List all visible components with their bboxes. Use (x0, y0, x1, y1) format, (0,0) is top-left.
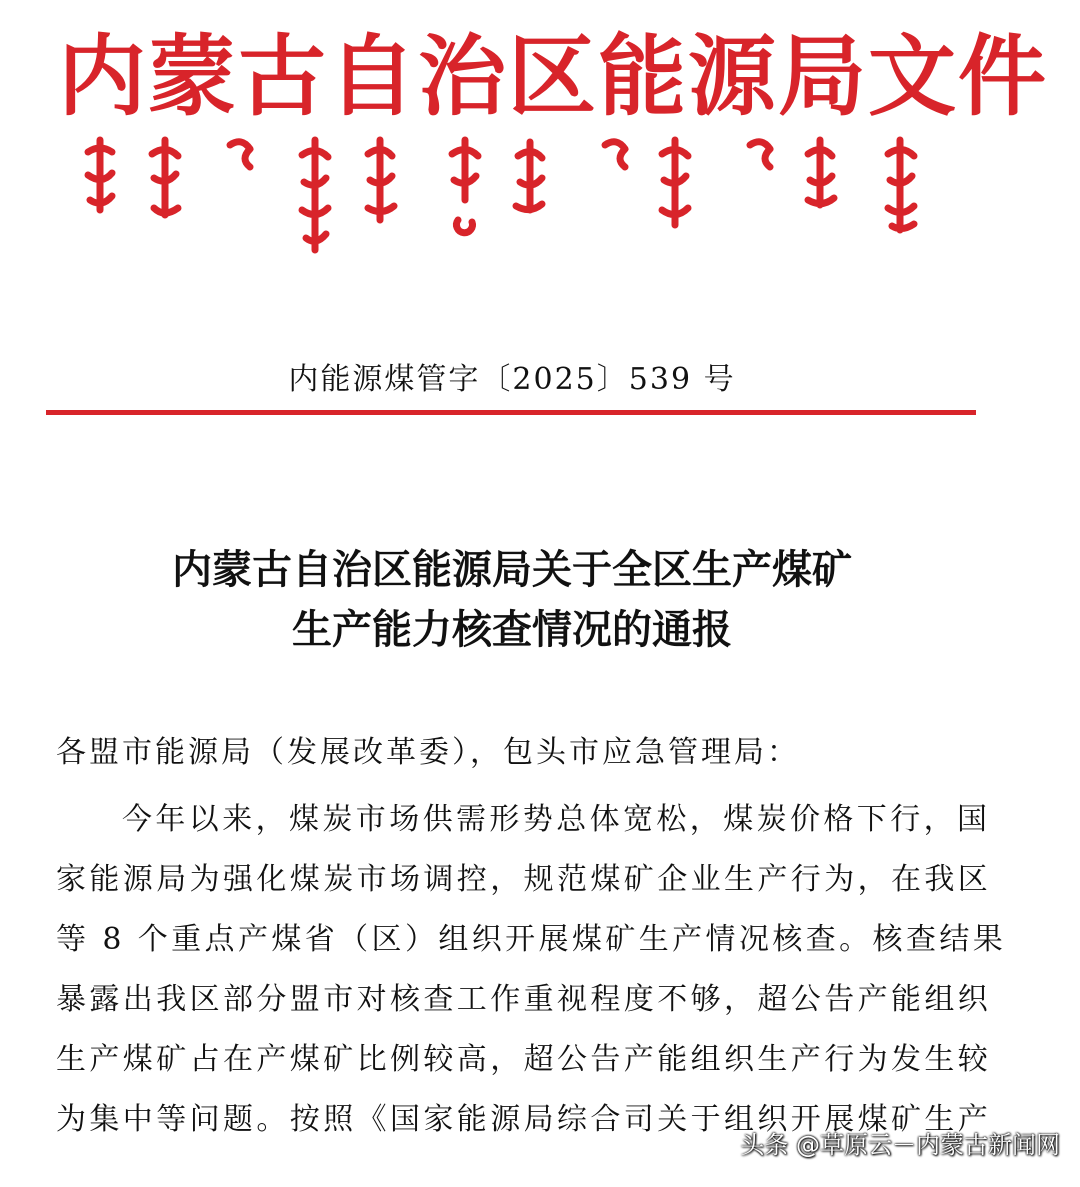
body-line: 家能源局为强化煤炭市场调控，规范煤矿企业生产行为，在我区 (56, 862, 992, 897)
body-line: 等 8 个重点产煤省（区）组织开展煤矿生产情况核查。核查结果 (56, 922, 1007, 957)
document-title-line-1: 内蒙古自治区能源局关于全区生产煤矿 (172, 547, 852, 593)
document-number: 内能源煤管字〔2025〕539 号 (288, 362, 736, 397)
body-line: 今年以来，煤炭市场供需形势总体宽松，煤炭价格下行，国 (122, 802, 991, 837)
salutation: 各盟市能源局（发展改革委），包头市应急管理局： (56, 735, 800, 770)
red-divider-line (46, 410, 976, 415)
body-line: 生产煤矿占在产煤矿比例较高，超公告产能组织生产行为发生较 (56, 1042, 992, 1077)
document-title-line-2: 生产能力核查情况的通报 (292, 607, 732, 653)
body-line: 为集中等问题。按照《国家能源局综合司关于组织开展煤矿生产 (56, 1102, 992, 1137)
mongolian-script-icon (70, 130, 950, 260)
body-paragraph (56, 790, 1007, 1150)
document-title (0, 540, 1024, 660)
source-watermark: 头条 @草原云－内蒙古新闻网 (740, 1131, 1060, 1159)
body-line: 暴露出我区部分盟市对核查工作重视程度不够，超公告产能组织 (56, 982, 992, 1017)
masthead-title: 内蒙古自治区能源局文件 (58, 25, 1049, 128)
